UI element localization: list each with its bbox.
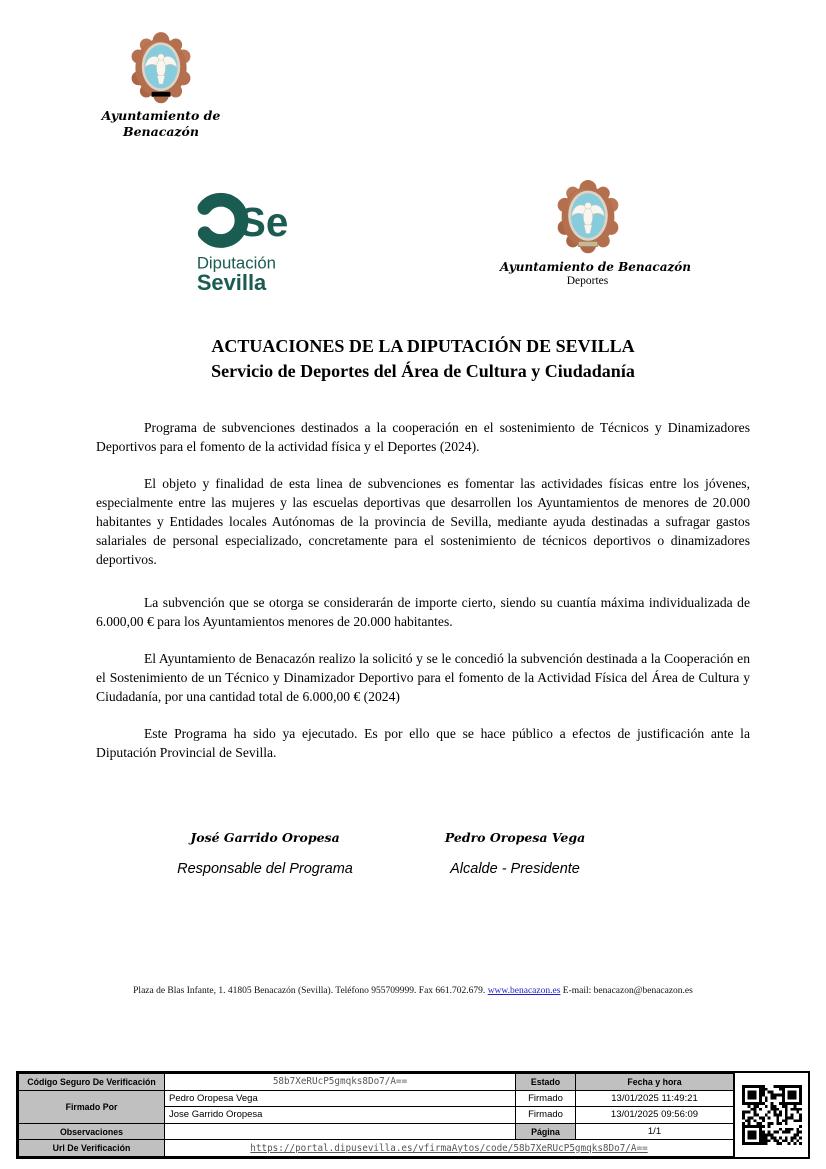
- signer-2-estado: Firmado: [516, 1107, 576, 1124]
- table-row: [19, 1090, 734, 1107]
- diputacion-label: Diputación: [196, 253, 276, 273]
- qr-code-icon: [742, 1085, 802, 1145]
- signer-1-estado: Firmado: [516, 1090, 576, 1107]
- org-name-line1: Ayuntamiento de: [101, 108, 221, 123]
- document-body: [96, 418, 750, 762]
- signer-1-name: Pedro Oropesa Vega: [165, 1090, 516, 1107]
- paragraph-1: Programa de subvenciones destinados a la cooperación en el sostenimiento de Técnicos y Dinamizadores Deportivos para el fomento de la actividad física y el Deportes (2024).: [96, 420, 750, 454]
- deportes-org-name: Ayuntamiento de Benacazón: [500, 260, 692, 274]
- signer-1-fecha: 13/01/2025 11:49:21: [576, 1090, 734, 1107]
- verification-url-link[interactable]: https://portal.dipusevilla.es/vfirmaAytos/code/58b7XeRUcP5gmqks8Do7/A==: [165, 1140, 734, 1157]
- org-name-line2: Benacazón: [123, 124, 199, 139]
- signature-alcalde: [400, 830, 630, 877]
- footer-address-post: E-mail: benacazon@benacazon.es: [560, 986, 693, 996]
- paragraph-4: El Ayuntamiento de Benacazón realizo la solicitó y se le concedió la subvención destinada a la Cooperación en el Sostenimiento de un Técnico y Dinamizador Deportivo para el fomento de la Actividad Física del Área de Cultura y Ciudadanía, por una cantidad total de 6.000,00 € (2024): [96, 651, 750, 704]
- signer-name: José Garrido Oropesa: [190, 830, 340, 845]
- firmado-por-label: Firmado Por: [19, 1090, 165, 1123]
- signer-2-fecha: 13/01/2025 09:56:09: [576, 1107, 734, 1124]
- estado-header: Estado: [516, 1074, 576, 1091]
- signer-role: Alcalde - Presidente: [450, 861, 580, 877]
- pagina-value: 1/1: [576, 1123, 734, 1140]
- footer-address-pre: Plaza de Blas Infante, 1. 41805 Benacazón (Sevilla). Teléfono 955709999. Fax 661.702.679.: [133, 986, 488, 996]
- signer-2-name: Jose Garrido Oropesa: [165, 1107, 516, 1124]
- diputacion-sevilla-logo-icon: [194, 186, 289, 296]
- diputacion-sevilla-logo: [194, 186, 289, 301]
- dse-wordmark: Se: [238, 198, 289, 245]
- url-verificacion-label: Url De Verificación: [19, 1140, 165, 1157]
- table-row: [19, 1140, 734, 1157]
- pagina-label: Página: [516, 1123, 576, 1140]
- verification-table: [18, 1073, 734, 1157]
- deportes-label: Deportes: [566, 275, 609, 287]
- benacazon-deportes-crest-icon: [555, 180, 621, 254]
- page-title: [96, 334, 750, 384]
- paragraph-2: El objeto y finalidad de esta linea de subvenciones es fomentar las actividades físicas entre los jóvenes, especialmente entre las mujeres y las escuelas deportivas que desarrollen los Ayuntamientos de menores de 20.000 habitantes y Entidades locales Autónomas de la provincia de Sevilla, mediante ayuda destinadas a sufragar gastos salariales de personal especializado, concretamente para el sostenimiento de técnicos deportivos o dinamizadores deportivos.: [96, 476, 750, 567]
- title-line2: Servicio de Deportes del Área de Cultura y Ciudadanía: [211, 361, 635, 381]
- title-line1: ACTUACIONES DE LA DIPUTACIÓN DE SEVILLA: [211, 336, 635, 356]
- paragraph-3: La subvención que se otorga se considerarán de importe cierto, siendo su cuantía máxima individualizada de 6.000,00 € para los Ayuntamientos menores de 20.000 habitantes.: [96, 595, 750, 629]
- sevilla-label: Sevilla: [196, 269, 267, 295]
- qr-code-box: [734, 1073, 808, 1157]
- observaciones-value: [165, 1123, 516, 1140]
- paragraph-5: Este Programa ha sido ya ejecutado. Es por ello que se hace público a efectos de justificación ante la Diputación Provincial de Sevilla.: [96, 726, 750, 760]
- csv-value: 58b7XeRUcP5gmqks8Do7/A==: [165, 1074, 516, 1091]
- observaciones-label: Observaciones: [19, 1123, 165, 1140]
- signature-responsable: [150, 830, 380, 877]
- footer-website-link[interactable]: www.benacazon.es: [487, 986, 561, 996]
- csv-label: Código Seguro De Verificación: [19, 1074, 165, 1091]
- signature-verification-block: [16, 1071, 810, 1159]
- deportes-crest-block: [500, 180, 692, 287]
- table-row: [19, 1123, 734, 1140]
- signer-name: Pedro Oropesa Vega: [444, 830, 586, 845]
- benacazon-crest-icon: [129, 32, 193, 104]
- fecha-header: Fecha y hora: [576, 1074, 734, 1091]
- footer-address: [0, 986, 826, 996]
- municipal-crest-block: [96, 32, 226, 140]
- signer-role: Responsable del Programa: [177, 861, 353, 877]
- table-row: [19, 1074, 734, 1091]
